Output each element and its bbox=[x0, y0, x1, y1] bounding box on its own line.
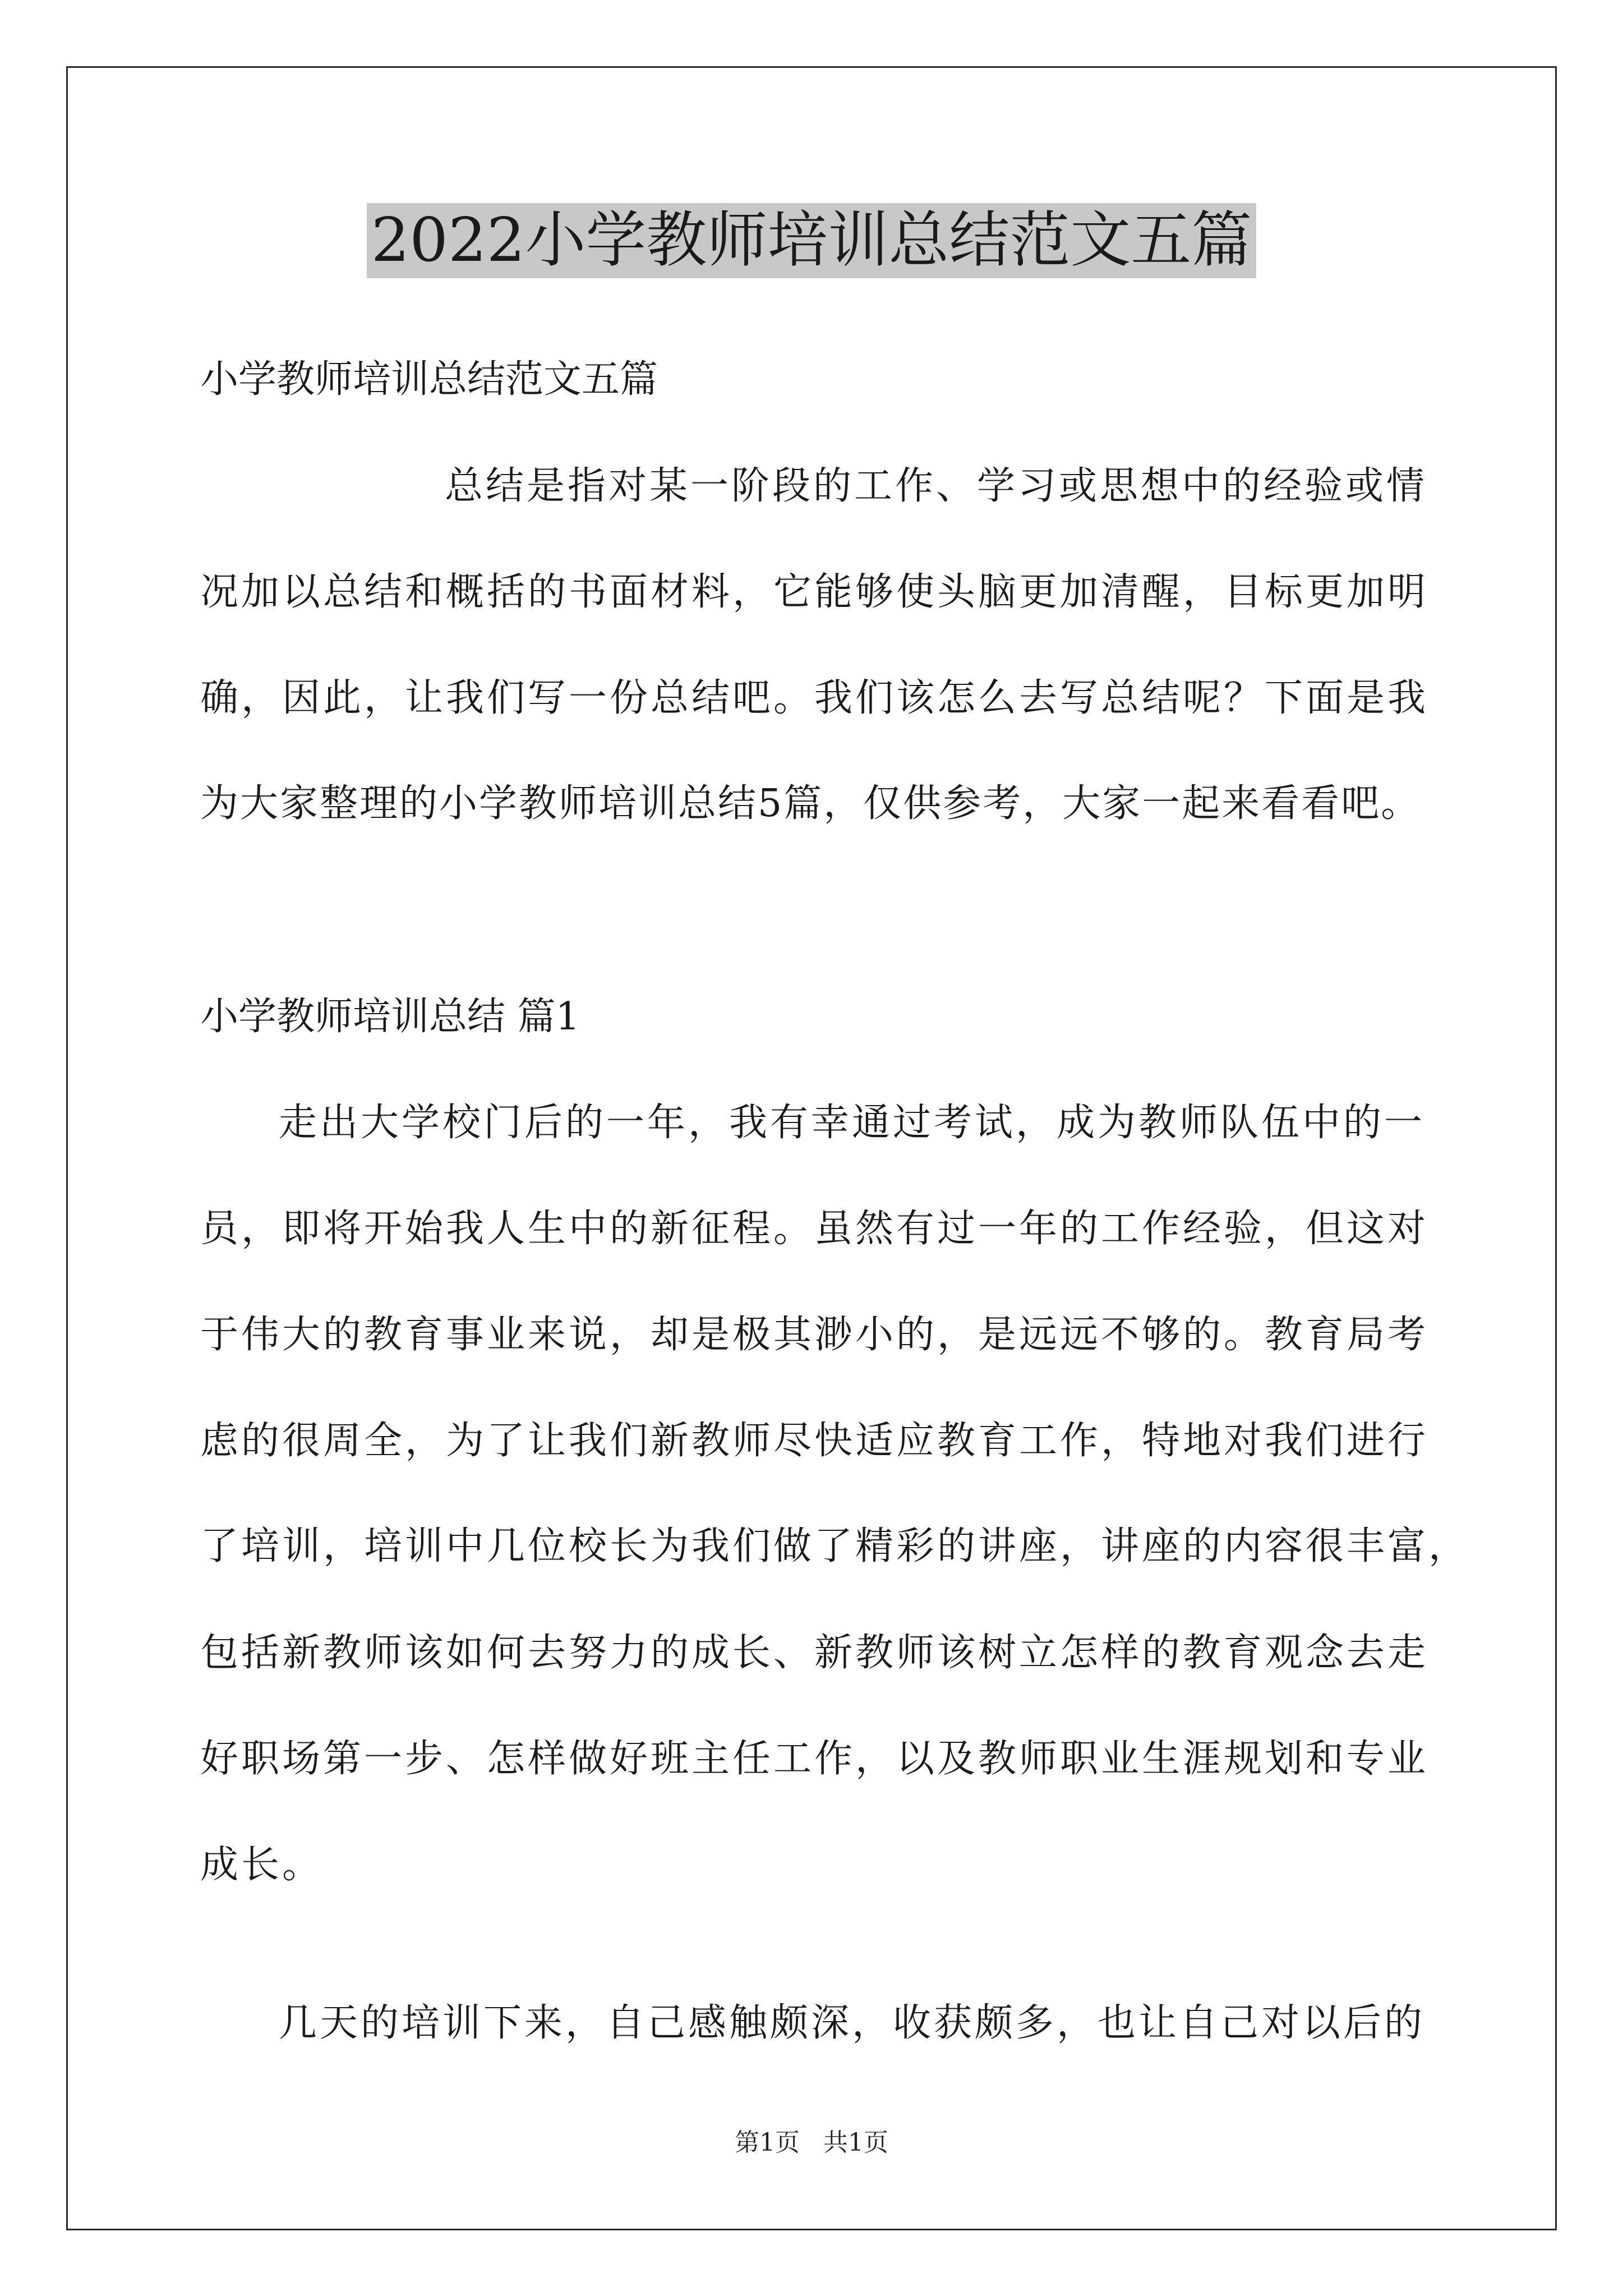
paragraph-line: 成长。 bbox=[200, 1843, 324, 1887]
document-subtitle: 小学教师培训总结范文五篇 bbox=[200, 357, 658, 402]
page-footer: 第1页 共1页 bbox=[735, 2128, 888, 2157]
section-heading: 小学教师培训总结 篇1 bbox=[200, 995, 580, 1039]
paragraph-line: 好职场第一步、怎样做好班主任工作，以及教师职业生涯规划和专业 bbox=[200, 1737, 1429, 1781]
title-container bbox=[0, 203, 1623, 278]
intro-line: 为大家整理的小学教师培训总结5篇，仅供参考，大家一起来看看吧。 bbox=[200, 781, 1421, 826]
paragraph-line: 员，即将开始我人生中的新征程。虽然有过一年的工作经验，但这对 bbox=[200, 1207, 1429, 1251]
paragraph-line: 走出大学校门后的一年，我有幸通过考试，成为教师队伍中的一 bbox=[279, 1101, 1426, 1145]
paragraph-line: 虑的很周全，为了让我们新教师尽快适应教育工作，特地对我们进行 bbox=[200, 1419, 1429, 1463]
document-title: 2022小学教师培训总结范文五篇 bbox=[367, 203, 1257, 278]
intro-line: 总结是指对某一阶段的工作、学习或思想中的经验或情 bbox=[445, 464, 1428, 508]
paragraph-line: 几天的培训下来，自己感触颇深，收获颇多，也让自己对以后的 bbox=[279, 2001, 1426, 2045]
intro-line: 确，因此，让我们写一份总结吧。我们该怎么去写总结呢？下面是我 bbox=[200, 676, 1429, 720]
paragraph-line: 了培训，培训中几位校长为我们做了精彩的讲座，讲座的内容很丰富， bbox=[200, 1524, 1470, 1568]
intro-line: 况加以总结和概括的书面材料，它能够使头脑更加清醒，目标更加明 bbox=[200, 570, 1429, 614]
paragraph-line: 包括新教师该如何去努力的成长、新教师该树立怎样的教育观念去走 bbox=[200, 1631, 1429, 1675]
paragraph-line: 于伟大的教育事业来说，却是极其渺小的，是远远不够的。教育局考 bbox=[200, 1313, 1429, 1357]
